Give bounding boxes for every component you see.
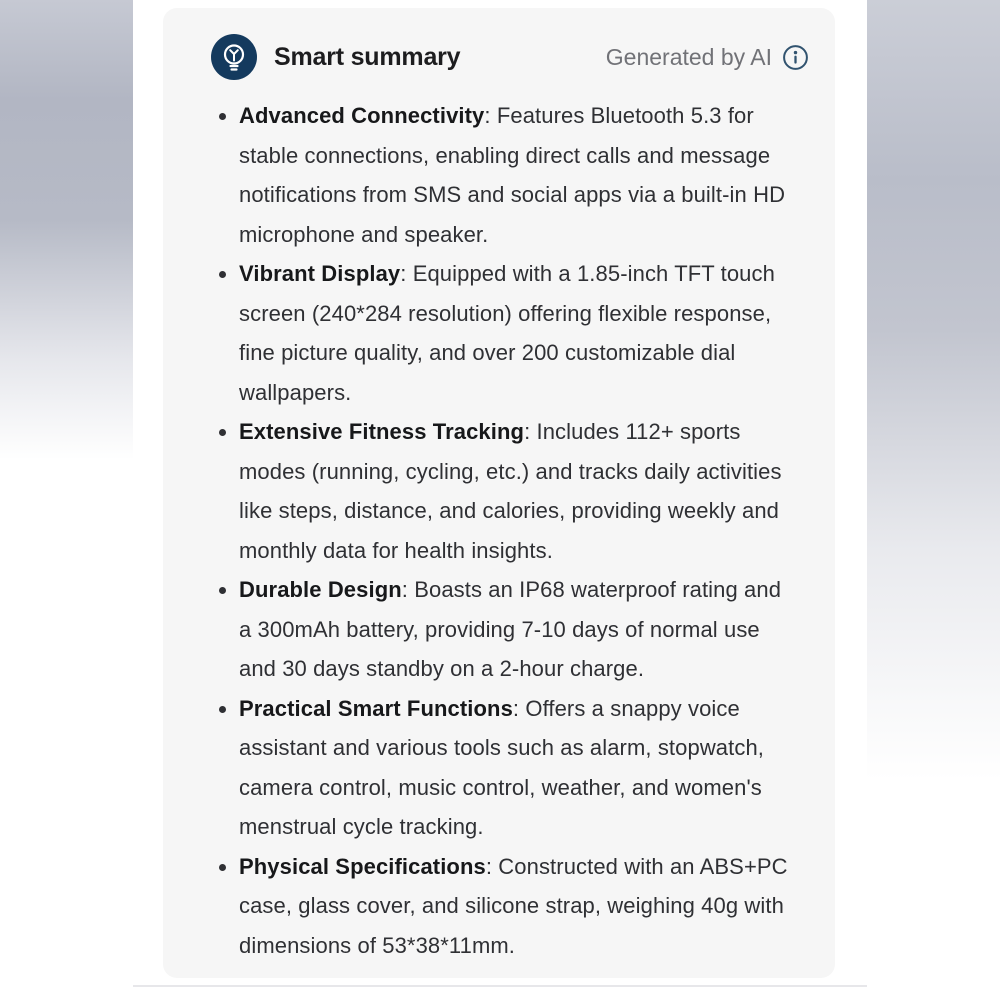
background-gradient-left (0, 0, 133, 1000)
bullet-heading: Advanced Connectivity (239, 103, 485, 128)
bullet-heading: Practical Smart Functions (239, 695, 513, 721)
bullet-separator: : (484, 103, 497, 128)
lightbulb-icon (211, 34, 257, 80)
bullet-body: Boasts an IP68 waterproof rating and a 300mAh battery, providing 7-10 days of normal use and 30 days standby on a 2-hour charge. (239, 577, 782, 681)
app-page (133, 0, 867, 1000)
summary-bullet (239, 570, 789, 689)
summary-bullet (239, 847, 789, 966)
generated-by-ai-label: Generated by AI (605, 43, 772, 70)
bullet-separator: : (400, 261, 413, 286)
bullet-heading: Durable Design (239, 577, 402, 602)
bullet-body: Equipped with a 1.85-inch TFT touch screen (240*284 resolution) offering flexible response, fine picture quality, and over 200 customizable dial wallpapers. (239, 261, 775, 405)
summary-bullet-list (211, 96, 809, 965)
bullet-body: Offers a snappy voice assistant and various tools such as alarm, stopwatch, camera control, music control, weather, and women's menstrual cycle tracking. (239, 695, 764, 839)
summary-bullet (239, 254, 789, 412)
smart-summary-title: Smart summary (274, 42, 461, 71)
summary-bullet (239, 689, 789, 847)
background-gradient-right (867, 0, 1000, 1000)
bullet-separator: : (401, 577, 415, 602)
bullet-separator: : (524, 419, 537, 444)
bullet-heading: Extensive Fitness Tracking (239, 419, 525, 444)
bullet-heading: Physical Specifications (239, 853, 486, 879)
summary-bullet (239, 412, 789, 570)
summary-bullet (239, 96, 789, 254)
smart-summary-card (163, 8, 835, 978)
bullet-body: Includes 112+ sports modes (running, cycling, etc.) and tracks daily activities like steps, distance, and calories, providing weekly and monthly data for health insights. (239, 419, 782, 563)
bullet-separator: : (512, 695, 526, 721)
smart-summary-header (211, 34, 809, 80)
bullet-separator: : (485, 853, 499, 879)
bottom-divider (133, 985, 867, 987)
bullet-body: Constructed with an ABS+PC case, glass cover, and silicone strap, weighing 40g with dimensions of 53*38*11mm. (239, 853, 788, 958)
info-icon[interactable] (782, 44, 809, 71)
bullet-body: Features Bluetooth 5.3 for stable connections, enabling direct calls and message notifications from SMS and social apps via a built-in HD microphone and speaker. (239, 103, 786, 247)
bullet-heading: Vibrant Display (239, 261, 401, 286)
